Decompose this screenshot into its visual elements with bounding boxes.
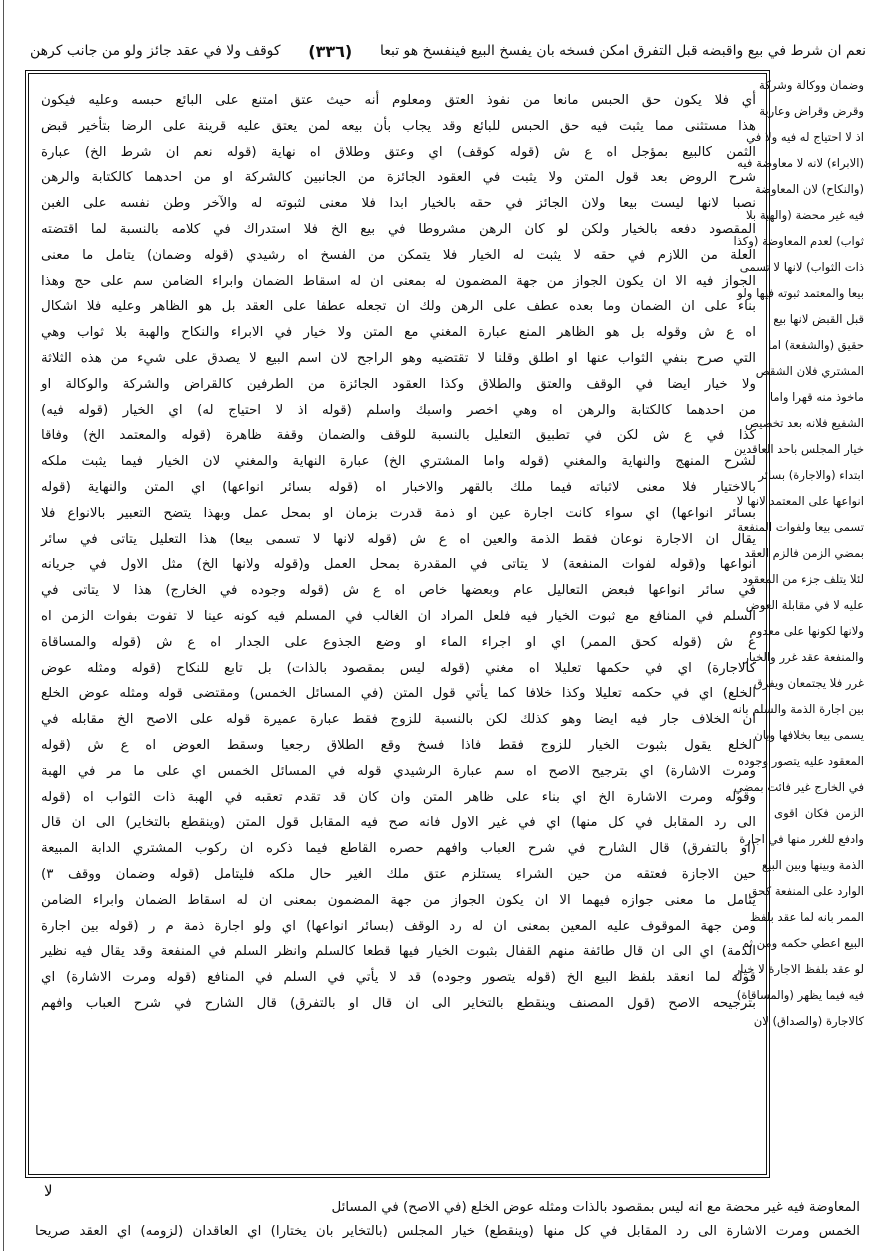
commentary-line: لشرح المنهج والنهاية والمغني (قوله واما المشتري الخ) عبارة النهاية والمغني لان الخيار فيما يثبت ملكه [41, 454, 756, 470]
matn-line: البيع اعطي حكمه ومن ثم [741, 936, 864, 950]
matn-line: كالاجارة (والصداق) لان [753, 1014, 864, 1028]
matn-line: تسمى بيعا ولفوات المنفعة [737, 520, 864, 534]
commentary-line: السلم في المنافع مع ثبوت الخيار فيه فلعل المراد ان الغالب في المسلم فيه كونه عينا لا تفوت بفوات الزمن اه [41, 608, 756, 624]
matn-line: في الخارج غير فائت بمضي [733, 780, 864, 794]
commentary-line: أي فلا يكون حق الحبس مانعا من نفوذ العتق ومعلوم أنه حيث عتق امتنع على البائع حبسه وعليه فيكون [41, 93, 756, 108]
commentary-line: نصبا لانها ليست بيعا ولان الجائز في حقه بالخيار ابدا فلا معنى لثبوته له والآخر وطن نفسه على الغبن [41, 196, 756, 212]
matn-line: ذات الثواب) لانها لا تسمى [739, 260, 864, 274]
matn-line: الممر بانه لما عقد بلفظ [749, 910, 864, 924]
header-left-text: كوقف ولا في عقد جائز ولو من جانب كرهن [30, 43, 281, 59]
commentary-line: كذا في ع ش لكن في تطبيق التعليل بالنسبة للوقف والضمان وقفة ظاهرة (قوله والمعتمد الخ) وفاقا [41, 428, 756, 444]
matn-line: لئلا يتلف جزء من المعقود [742, 572, 864, 586]
matn-line: عليه لا في مقابلة العوض [745, 598, 864, 612]
commentary-line: من احدهما كالكتابة والرهن اه وهي اخصر واسبك واسلم (قوله اذ لا احتياج له) اي الخيار (قوله فيه) [41, 402, 756, 418]
commentary-line: ع ش (قوله كحق الممر) اي او اجراء الماء او وضع الجذوع على الجدار اه ع ش (قوله والمساقاة [41, 634, 756, 650]
matn-line: ثواب) لعدم المعاوضة (وكذا [733, 234, 864, 248]
catchword: لا [44, 1182, 53, 1200]
commentary-line: قوله لما انعقد بلفظ البيع الخ (قوله يتصور وجوده) قد لا يأتي في السلم في المنافع (قوله ومرت الاشارة) اي [41, 970, 756, 986]
commentary-line: المقصود دفعه بالخيار ولكن لو كان الرهن مشروطا في بيع الخ فلا استدراك في كلامه بالنسبة لما اقتضته [41, 221, 756, 237]
matn-line: الوارد على المنفعة كحق [748, 884, 864, 898]
commentary-line: بسائر انواعها) اي سواء كانت اجارة عين او ذمة قدرت بزمان او بمحل عمل وبهذا يتضح التعبير بالانواع فلا [41, 505, 756, 521]
commentary-line: يتامل ما معنى جوازه فيهما الا ان يكون الجواز من جهة المضمون بمعنى ان له اسقاط الضمان وابراء الضامن [41, 892, 756, 908]
commentary-line: انواعها و(قوله لفوات المنفعة) لا يتاتى في المقدرة بمحل العمل و(قوله ولانها الخ) مثل الاول في جريانه [41, 557, 756, 573]
matn-line: وقرض وقراض وعارية [759, 104, 864, 118]
matn-line: بيعا والمعتمد ثبوته فيها ولو [737, 286, 864, 300]
matn-line: ولانها لكونها على معدوم [749, 624, 864, 638]
bottom-line: المعاوضة فيه غير محضة مع انه ليس بمقصود بالذات ومثله عوض الخلع (في الاصح) في المسائل [331, 1200, 860, 1215]
matn-line: ابتداء (والاجارة) بسائر [758, 468, 864, 482]
commentary-line: ان الخلاف جار فيه ايضا وهو كذلك لكن بالنسبة للزوج فقط عبارة عميرة قوله على الاصح الخ مقابله في [41, 712, 756, 728]
matn-line: انواعها على المعتمد لانها لا [736, 494, 864, 508]
matn-line: (والنكاح) لان المعاوضة [754, 182, 864, 196]
matn-line: والمنفعة عقد غرر والخيار [743, 650, 864, 664]
commentary-line: هذا مستثنى مما يثبت فيه حق الحبس للبائع وقد يجاب بأن بيعه لمن يعتق عليه قرينة على الرضا بتأخير قبض [41, 118, 756, 134]
matn-line: يسمى بيعا بخلافها وبان [754, 728, 864, 742]
commentary-line: ولا خيار ايضا في الوقف والعتق والطلاق وكذا العقود الجائزة من الطرفين كالقراض والشركة والوكالة او [41, 376, 756, 392]
matn-side-column [732, 72, 864, 1034]
commentary-line: الثمن كالبيع بمؤجل اه ع ش (قوله كوقف) اي وعتق وطلاق اه نهاية (قوله نعم ان شرط الخ) عبارة [41, 144, 756, 160]
matn-line: وضمان ووكالة وشركة [758, 78, 864, 92]
commentary-line: يقال ان الاجارة نوعان فقط الذمة والعين اه ع ش (قوله لانها لا تسمى بيعا) هذا التعليل يتاتى في سائر [41, 531, 756, 547]
commentary-line: التي صرح بنفي الثواب عنها او اطلق وقلنا لا تقتضيه وهو الراجح لان اسم البيع لا يصدق على شيء من هذه الثلاثة [41, 350, 756, 366]
matn-line: حقيق (والشفعة) اما [768, 338, 864, 352]
commentary-line: بالاختيار فلا معنى لاثباته فيما ملك بالقهر والاخبار اه (قوله بسائر انواعها) اي المتن والنهاية (قوله [41, 479, 756, 495]
matn-line: فيه فيما يظهر (والمساقاة) [736, 988, 864, 1002]
commentary-line: الخلع) اي في حكمه تعليلا وكذا خلافا كما يأتي قول المتن (في المسائل الخمس) ومقتضى قوله ومثله عوض الخلع [41, 686, 756, 702]
commentary-line: اه ع ش وقوله بل هو الظاهر المنع عبارة المغني مع المتن ولا خيار في الابراء والنكاح والهبة بلا ثواب وهي [41, 325, 756, 341]
bottom-matn-text [35, 1196, 860, 1244]
commentary-line: بترجيحه الاصح (قول المصنف وينقطع بالتخاير الى ان قال او بالتفرق) قال الشارح في شرح العباب وافهم [41, 995, 756, 1011]
matn-line: لو عقد بلفظ الاجارة لا خيار [734, 962, 864, 976]
matn-line: (الابراء) لانه لا معاوضة فيه [737, 156, 864, 170]
matn-line: المعقود عليه يتصور وجوده [738, 754, 864, 768]
matn-line: ماخوذ منه قهرا واما [769, 390, 864, 404]
matn-line: المشتري فلان الشقص [755, 364, 864, 378]
commentary-line: العلة من اللازم في حقه لا يثبت له الخيار فلا يتمكن من الفسخ اه رشيدي (قوله وضمان) يتامل ما معنى [41, 247, 756, 263]
matn-line: غرر فلا يجتمعان ويفرق [753, 676, 864, 690]
bottom-line: الخمس ومرت الاشارة الى رد المقابل في كل منها (وينقطع) خيار المجلس (بالتخاير بان يختارا) اي العاقدان (لزومه) اي العقد صريحا [35, 1224, 860, 1239]
commentary-line: حين الاجازة فعتقه من حين الشراء يستلزم عتق ملك الغير حال ملكه فليتامل (قوله وضمان ووقف ٣) [41, 866, 756, 882]
matn-line: خيار المجلس باحد العاقدين [734, 442, 864, 456]
matn-line: فيه غير محضة (والهبة بلا [746, 208, 864, 222]
commentary-line: شرح الروض بعد قول المتن ولا يثبت في العقود الجائزة من الجانبين كالشركة او من احدهما كالكتابة والرهن [41, 170, 756, 186]
matn-line: بين اجارة الذمة والسلم بانه [732, 702, 864, 716]
matn-line: الذمة وبينها وبين البيع [761, 858, 864, 872]
commentary-line: بناء على ان الضمان وما بعده عطف على الرهن ولك ان تجعله عطفا على العقد بل هو الظاهر وعليه فلا اشكال [41, 299, 756, 315]
matn-line: وادفع للغرر منها في اجارة [739, 832, 864, 846]
commentary-line: الجواز فيه الا ان يكون الجواز من جهة المضمون له بمعنى ان له اسقاط الضمان وابراء الضامن سم على حج وهذا [41, 273, 756, 289]
page-edge-line [3, 0, 4, 1251]
page-number: (٣٣٦) [308, 41, 353, 61]
matn-line: اذ لا احتياج له فيه ولا في [746, 130, 864, 144]
commentary-line: كالاجارة) اي في حكمها تعليلا اه مغني (قوله ليس بمقصود بالذات) بل تابع للنكاح (قوله ومثله عوض [41, 660, 756, 676]
matn-line: بمضي الزمن فالزم العقد [744, 546, 864, 560]
commentary-line: (او بالتفرق) قال الشارح في شرح العباب وافهم حصره القاطع فيما ذكره ان ركوب المشتري الدابة المبيعة [41, 841, 756, 857]
running-header [30, 38, 866, 64]
matn-line: قبل القبض لانها بيع [773, 312, 864, 326]
commentary-box [25, 70, 770, 1178]
commentary-line: الذمة) اي الى ان قال طائفة منهم القفال بثبوت الخيار فيها قطعا كالسلم وانظر السلم في المنفعة وقد يقال فيه نظير [41, 944, 756, 960]
commentary-line: في سائر انواعها فبعض التعاليل عام وبعضها خاص اه ع ش (قوله وجوده في الخارج) هذا لا يتاتى في [41, 583, 756, 599]
matn-line: الشفيع فلانه بعد تخصيص [745, 416, 864, 430]
commentary-line: وقوله ومرت الاشارة الخ اي بناء على ظاهر المتن وان كان قد تقدم تعقبه في الهبة ذات الثواب اه (قوله [41, 789, 756, 805]
commentary-line: الى رد المقابل في كل منها) اي في غير الاول فانه صح فيه المقابل قول المتن (وينقطع بالتخاير) الى ان قال [41, 815, 756, 831]
commentary-line: ومن جهة الموقوف عليه المعين بمعنى ان له رد الوقف (بسائر انواعها) اي ولو اجارة ذمة م ر (قوله بين اجارة [41, 918, 756, 934]
matn-line: الزمن فكان اقوى [774, 806, 864, 820]
commentary-line: ومرت الاشارة) اي بترجيح الاصح اه سم عبارة الرشيدي قوله في المسائل الخمس اي على ما مر في الهبة [41, 763, 756, 779]
commentary-text [41, 88, 756, 1017]
commentary-line: الخلع يقول بثبوت الخيار للزوج فقط فاذا فسخ وقع الطلاق رجعيا وسقط العوض اه ع ش (قوله [41, 737, 756, 753]
header-right-text: نعم ان شرط في بيع واقبضه قبل التفرق امكن فسخه بان يفسخ البيع فينفسخ هو تبعا [379, 43, 866, 59]
